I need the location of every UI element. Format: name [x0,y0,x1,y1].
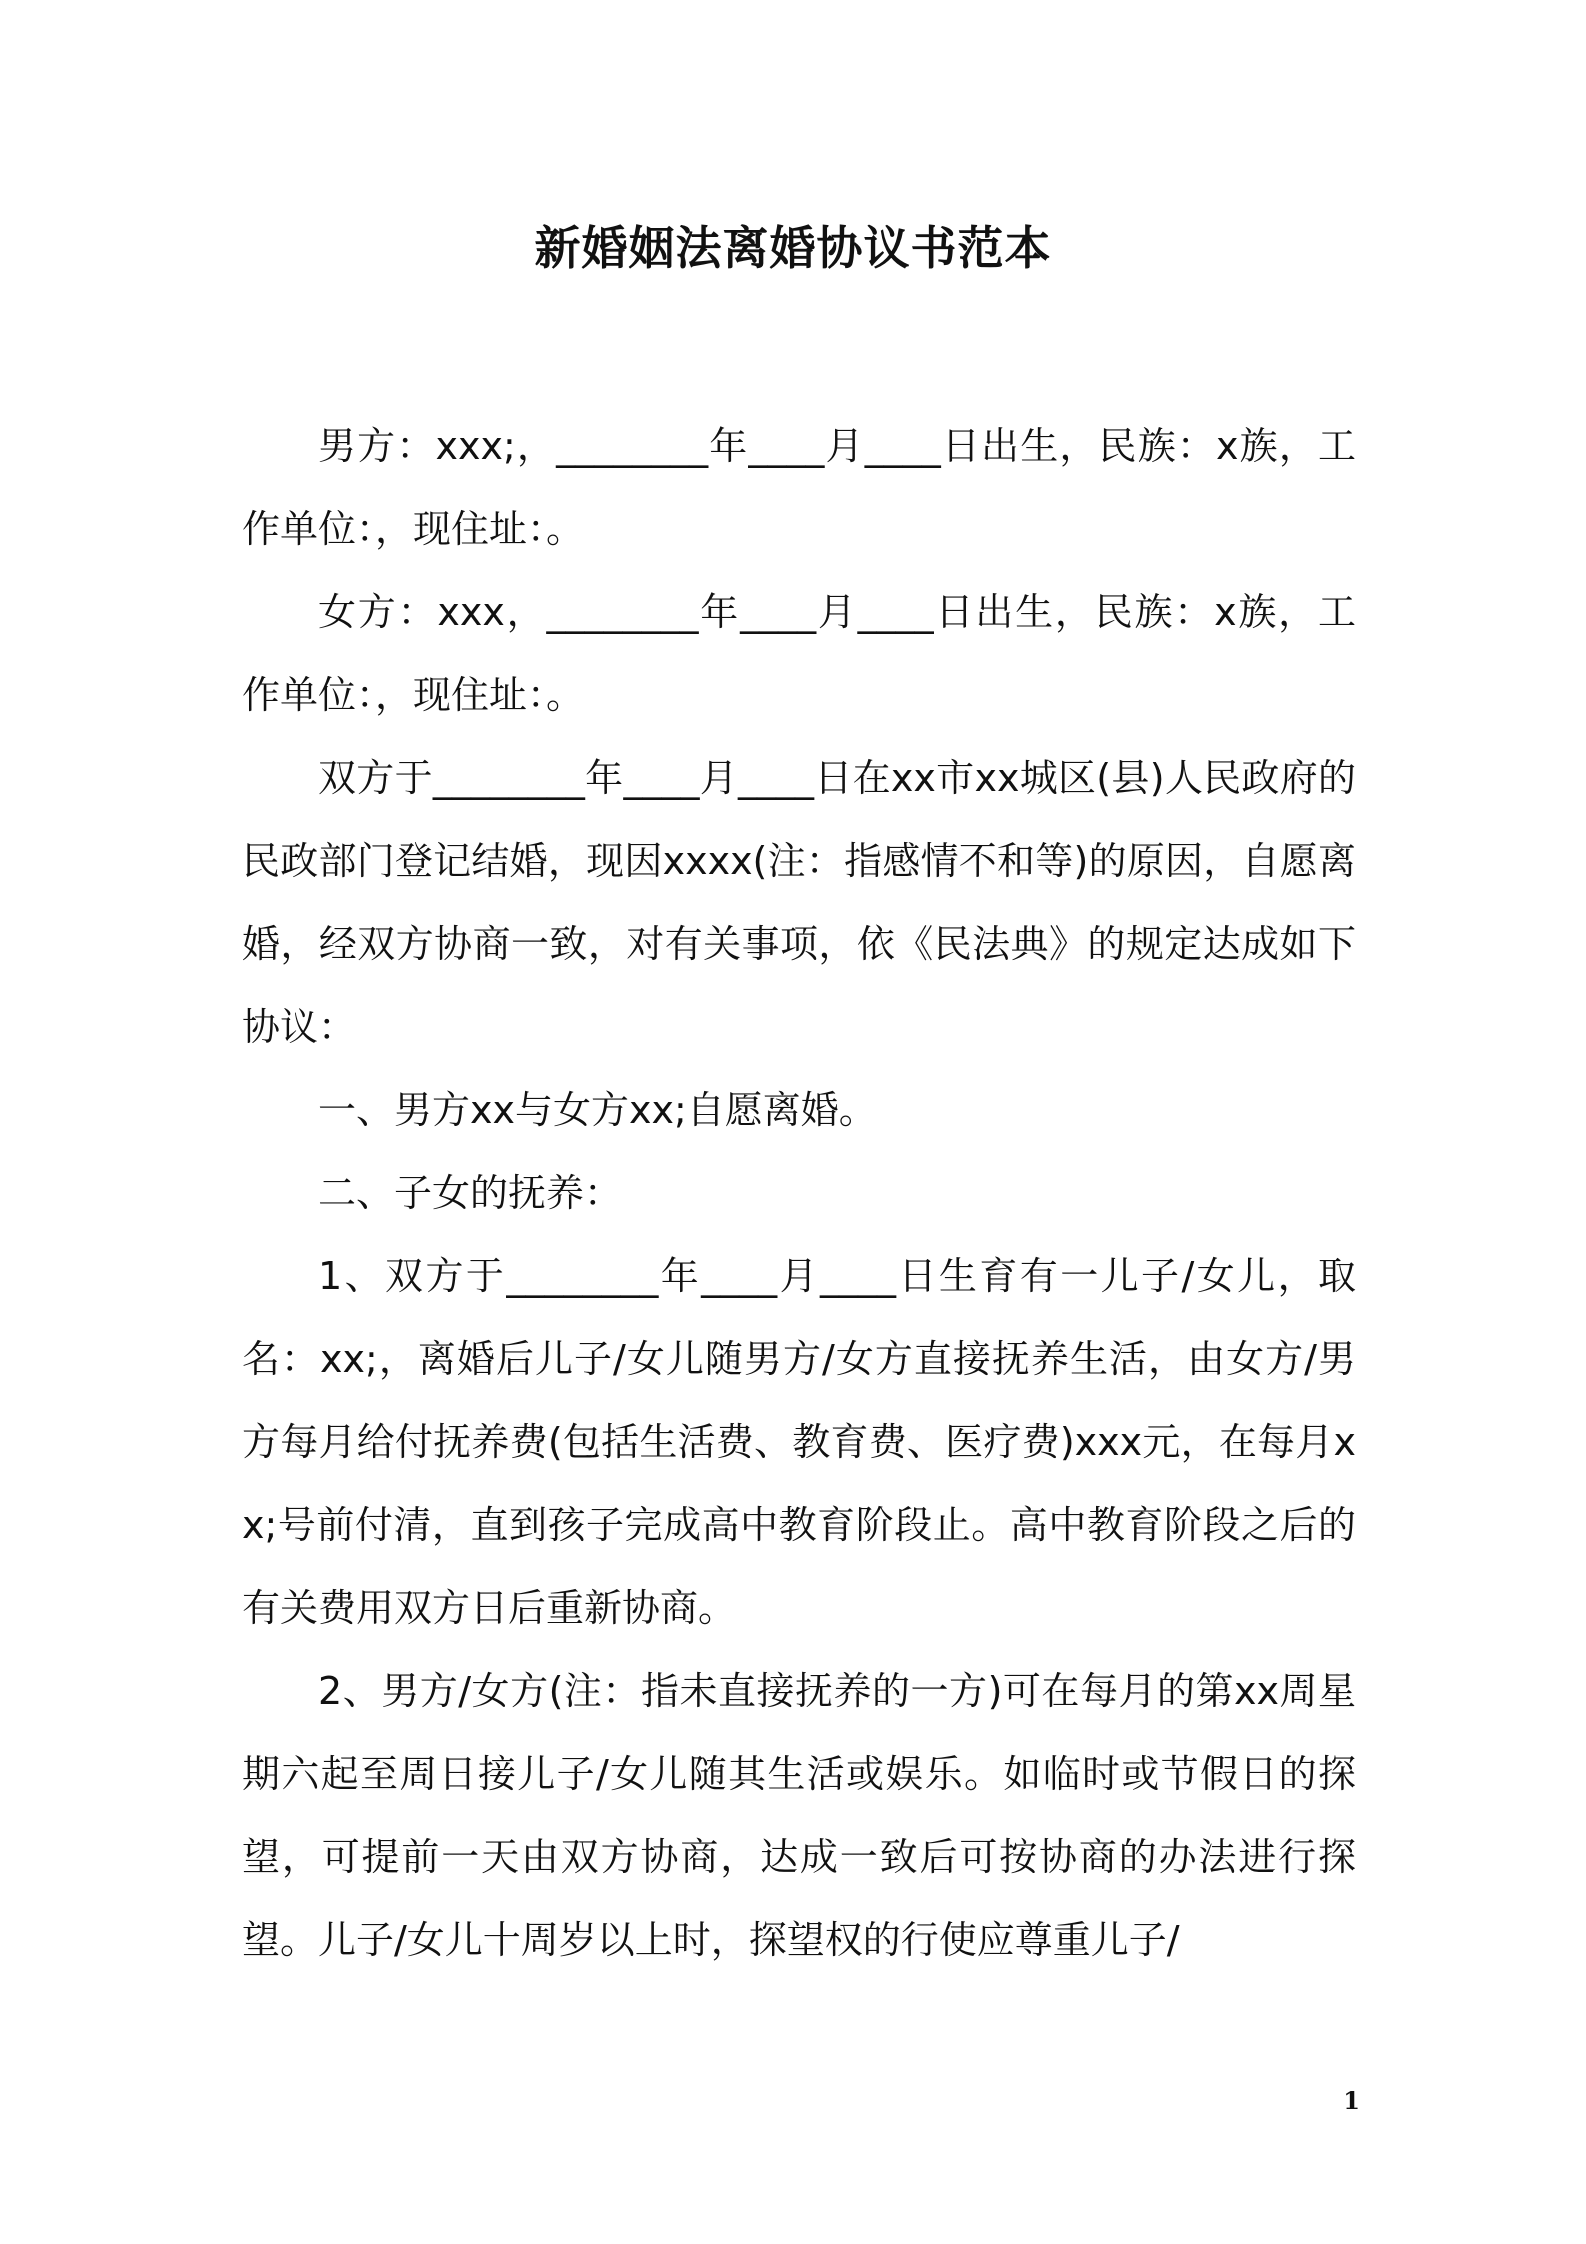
paragraph-male-party: 男方：xxx;，________年____月____日出生，民族：x族，工作单位：，现住址：。 [242,424,1356,551]
paragraph-clause-visitation: 2、男方/女方(注：指未直接抚养的一方)可在每月的第xx周星期六起至周日接儿子/女儿随其生活或娱乐。如临时或节假日的探望，可提前一天由双方协商，达成一致后可按协商的办法进行探望。儿子/女儿十周岁以上时，探望权的行使应尊重儿子/ [242,1669,1356,1962]
paragraph-clause-children-heading: 二、子女的抚养： [318,1171,623,1215]
page-number: 1 [1343,2086,1360,2115]
document-body [242,405,1356,1982]
paragraph-clause-divorce: 一、男方xx与女方xx;自愿离婚。 [318,1088,877,1132]
document-title: 新婚姻法离婚协议书范本 [534,221,1052,275]
paragraph-female-party: 女方：xxx，________年____月____日出生，民族：x族，工作单位：，现住址：。 [242,590,1356,717]
paragraph-clause-child-support: 1、双方于________年____月____日生育有一儿子/女儿，取名：xx;，离婚后儿子/女儿随男方/女方直接抚养生活，由女方/男方每月给付抚养费(包括生活费、教育费、医疗费)xxx元，在每月xx;号前付清，直到孩子完成高中教育阶段止。高中教育阶段之后的有关费用双方日后重新协商。 [242,1254,1356,1630]
paragraph-marriage-background: 双方于________年____月____日在xx市xx城区(县)人民政府的民政部门登记结婚，现因xxxx(注：指感情不和等)的原因，自愿离婚，经双方协商一致，对有关事项，依《民法典》的规定达成如下协议： [242,756,1356,1049]
